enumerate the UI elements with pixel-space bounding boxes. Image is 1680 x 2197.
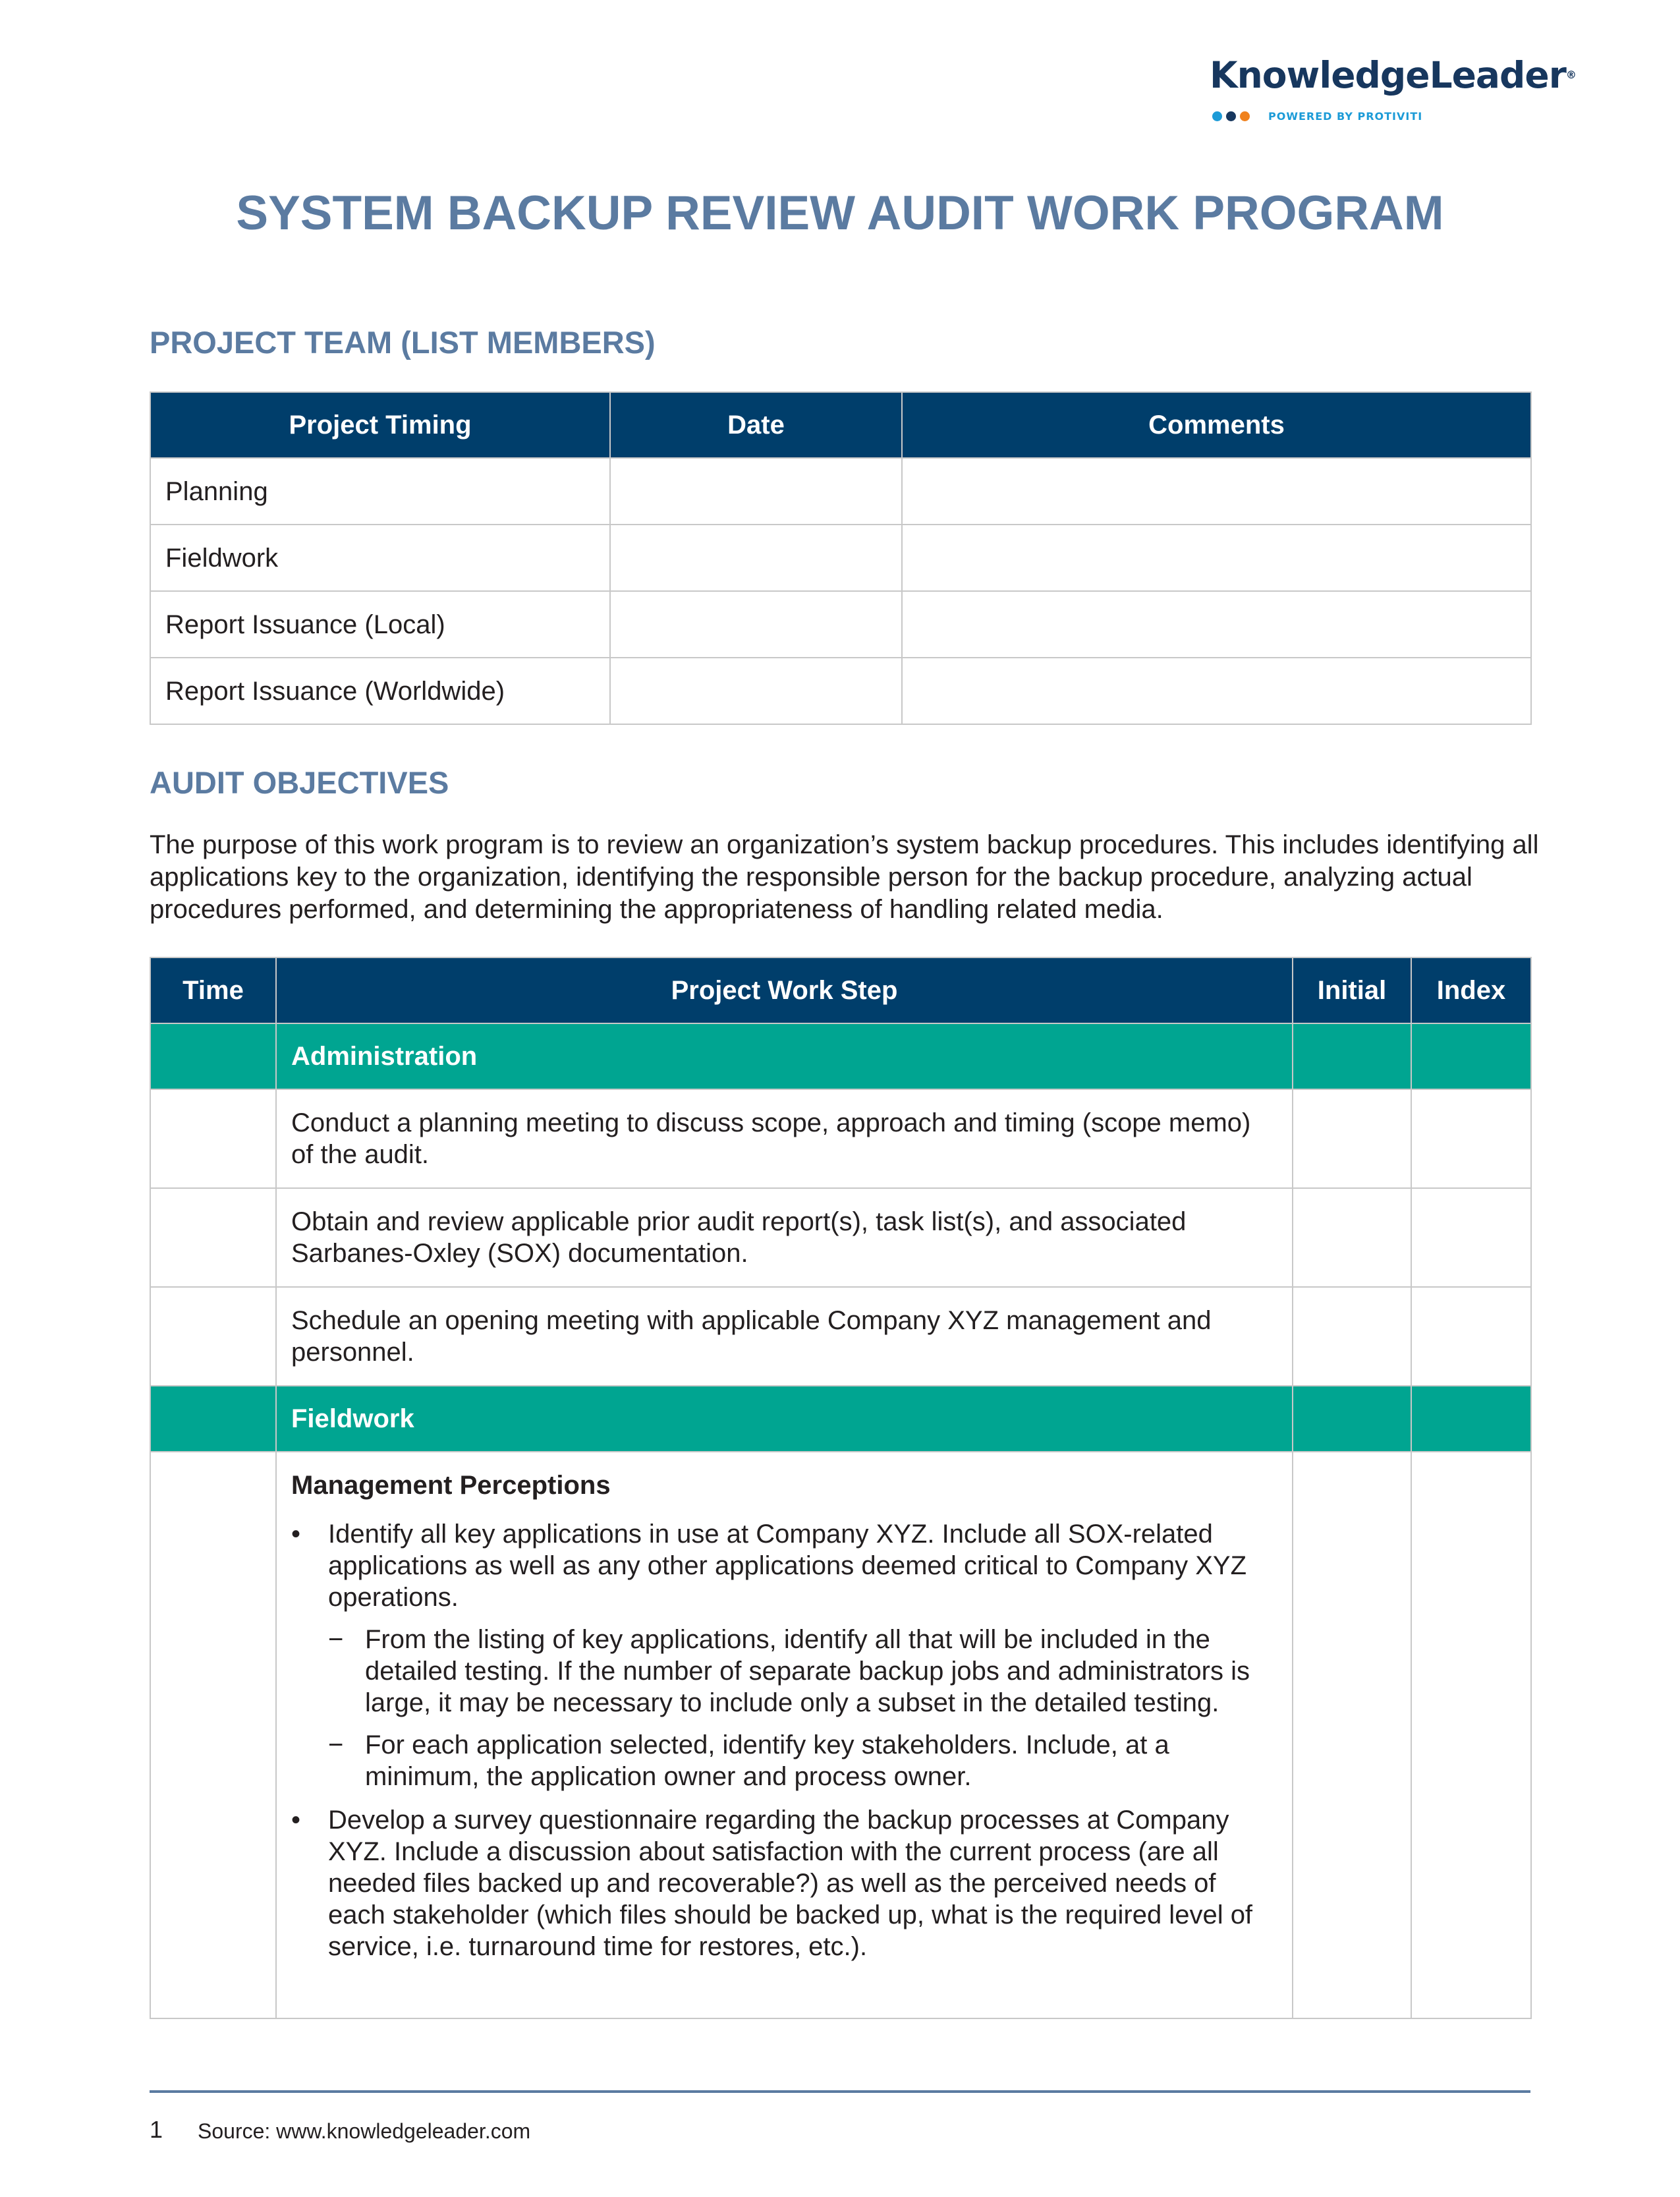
- time-cell[interactable]: [150, 1287, 276, 1386]
- initial-cell[interactable]: [1293, 1188, 1411, 1287]
- table-row: [150, 525, 1531, 591]
- index-cell[interactable]: [1411, 1089, 1531, 1188]
- comments-cell[interactable]: [902, 658, 1531, 724]
- timing-cell: Report Issuance (Local): [150, 591, 610, 658]
- section-label: Fieldwork: [276, 1386, 1293, 1452]
- logo-tagline: POWERED BY PROTIVITI: [1268, 109, 1423, 123]
- work-step-cell: Schedule an opening meeting with applicable Company XYZ management and personnel.: [276, 1287, 1293, 1386]
- list-item-text: Identify all key applications in use at Company XYZ. Include all SOX-related applications as well as any other applications deemed critical to Company XYZ operations.: [328, 1520, 1247, 1612]
- initial-cell[interactable]: [1293, 1287, 1411, 1386]
- logo-dot-icon: [1240, 111, 1250, 121]
- knowledgeleader-logo: [1210, 54, 1576, 128]
- index-cell: [1411, 1386, 1531, 1452]
- time-cell[interactable]: [150, 1089, 276, 1188]
- time-cell[interactable]: [150, 1188, 276, 1287]
- index-cell[interactable]: [1411, 1287, 1531, 1386]
- date-cell[interactable]: [610, 525, 902, 591]
- time-cell[interactable]: [150, 1452, 276, 2018]
- logo-dot-icon: [1212, 111, 1222, 121]
- project-team-heading: PROJECT TEAM (LIST MEMBERS): [150, 325, 656, 360]
- index-cell[interactable]: [1411, 1452, 1531, 2018]
- sub-list-item: − From the listing of key applications, identify all that will be included in the detailed testing. If the number of separate backup jobs and administrators is large, it may be necessary to include only a subset in the detailed testing.: [328, 1624, 1277, 1719]
- initial-cell: [1293, 1023, 1411, 1089]
- initial-cell[interactable]: [1293, 1452, 1411, 2018]
- logo-tagline-row: [1212, 108, 1422, 124]
- management-perceptions-heading: Management Perceptions: [291, 1471, 611, 1500]
- header-comments: Comments: [902, 392, 1531, 458]
- section-row-fieldwork: [150, 1386, 1531, 1452]
- header-project-timing: Project Timing: [150, 392, 610, 458]
- initial-cell: [1293, 1386, 1411, 1452]
- bullet-list: [291, 1518, 1277, 1962]
- list-item: • Develop a survey questionnaire regarding the backup processes at Company XYZ. Include a discussion about satisfaction with the current process (are all needed files backed up and recoverable?) as well as the perceived needs of each stakeholder (which files should be backed up, what is the required level of service, i.e. turnaround time for restores, etc.).: [291, 1804, 1277, 1962]
- date-cell[interactable]: [610, 591, 902, 658]
- section-label: Administration: [276, 1023, 1293, 1089]
- timing-cell: Report Issuance (Worldwide): [150, 658, 610, 724]
- header-time: Time: [150, 957, 276, 1023]
- sub-bullet-list: [328, 1624, 1277, 1792]
- sub-list-item: − For each application selected, identify key stakeholders. Include, at a minimum, the application owner and process owner.: [328, 1729, 1277, 1792]
- comments-cell[interactable]: [902, 458, 1531, 525]
- document-title: SYSTEM BACKUP REVIEW AUDIT WORK PROGRAM: [236, 186, 1444, 240]
- table-row: [150, 1188, 1531, 1287]
- logo-dot-icon: [1226, 111, 1236, 121]
- page-number: 1: [150, 2116, 163, 2143]
- table-row: [150, 591, 1531, 658]
- index-cell[interactable]: [1411, 1188, 1531, 1287]
- audit-objectives-text: The purpose of this work program is to review an organization’s system backup procedures. This includes identifying all applications key to the organization, identifying the responsible person for the backup procedure, analyzing actual procedures performed, and determining the appropriateness of handling related media.: [150, 830, 1539, 924]
- header-project-work-step: Project Work Step: [276, 957, 1293, 1023]
- source-text: Source: www.knowledgeleader.com: [198, 2119, 531, 2143]
- table-header-row: [150, 957, 1531, 1023]
- table-row: [150, 658, 1531, 724]
- header-index: Index: [1411, 957, 1531, 1023]
- list-item: [291, 1518, 1277, 1792]
- header-initial: Initial: [1293, 957, 1411, 1023]
- comments-cell[interactable]: [902, 591, 1531, 658]
- date-cell[interactable]: [610, 458, 902, 525]
- audit-objectives-heading: AUDIT OBJECTIVES: [150, 765, 449, 800]
- table-row: [150, 458, 1531, 525]
- time-cell: [150, 1023, 276, 1089]
- table-header-row: [150, 392, 1531, 458]
- table-row: [150, 1089, 1531, 1188]
- time-cell: [150, 1386, 276, 1452]
- footer-divider: [150, 2090, 1530, 2093]
- work-program-table: [150, 957, 1532, 2019]
- initial-cell[interactable]: [1293, 1089, 1411, 1188]
- header-date: Date: [610, 392, 902, 458]
- work-step-cell: Conduct a planning meeting to discuss scope, approach and timing (scope memo) of the audit.: [276, 1089, 1293, 1188]
- date-cell[interactable]: [610, 658, 902, 724]
- logo-wordmark: KnowledgeLeader®: [1210, 54, 1576, 96]
- timing-cell: Fieldwork: [150, 525, 610, 591]
- index-cell: [1411, 1023, 1531, 1089]
- timing-cell: Planning: [150, 458, 610, 525]
- table-row: [150, 1452, 1531, 2018]
- project-timing-table: [150, 391, 1532, 725]
- work-step-cell: [276, 1452, 1293, 2018]
- work-step-cell: Obtain and review applicable prior audit report(s), task list(s), and associated Sarbanes-Oxley (SOX) documentation.: [276, 1188, 1293, 1287]
- comments-cell[interactable]: [902, 525, 1531, 591]
- section-row-administration: [150, 1023, 1531, 1089]
- table-row: [150, 1287, 1531, 1386]
